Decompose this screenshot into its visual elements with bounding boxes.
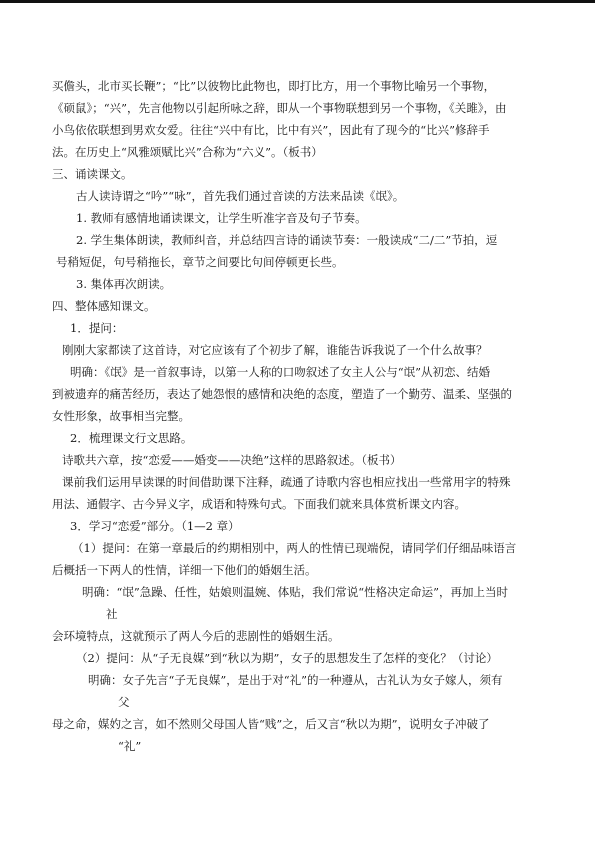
list-item: 2．梳理课文行文思路。 bbox=[70, 431, 193, 445]
text-line: 号稍短促，句号稍拖长，章节之间要比句间停顿更长些。 bbox=[56, 255, 344, 269]
text-line: 用法、通假字、古今异义字，成语和特殊句式。下面我们就来具体赏析课文内容。 bbox=[52, 497, 466, 511]
text-line: （1）提问：在第一章最后的约期相別中，两人的性情已现端倪，请同学们仔细品味语言 bbox=[72, 541, 517, 555]
page-top-border bbox=[0, 0, 595, 3]
text-line: 《硕鼠》；“兴”，先言他物以引起所咏之辞，即从一个事物联想到另一个事物，《关雎》，由 bbox=[52, 101, 507, 115]
text-line: 课前我们运用早读课的时间借助课下注释，疏通了诗歌内容也相应找出一些常用字的特殊 bbox=[62, 475, 511, 489]
text-line: （2）提问：从“子无良媒”到“秋以为期”，女子的思想发生了怎样的变化？（讨论） bbox=[76, 651, 498, 665]
section-heading: 四、整体感知课文。 bbox=[52, 299, 156, 313]
text-line: 到被遗弃的痛苦经历，表达了她怨恨的感情和决绝的态度，塑造了一个勤劳、温柔、坚强的 bbox=[52, 387, 512, 401]
list-item: 2. 学生集体朗读，教师纠音，并总结四言诗的诵读节奏：一般读成“二/二”节拍，逗 bbox=[76, 233, 498, 247]
text-line: 后概括一下两人的性情，详细一下他们的婚姻生活。 bbox=[52, 563, 317, 577]
text-line: 父 bbox=[118, 695, 130, 709]
text-line: 明确：“氓”急躁、任性，姑娘则温婉、体贴，我们常说“性格决定命运”，再加上当时 bbox=[82, 585, 509, 599]
list-item: 1. 教师有感情地诵读课文，让学生听准字音及句子节奏。 bbox=[76, 211, 367, 225]
text-line: 买儋头，北市买长鞭”；“比”以彼物比此物也，即打比方，用一个事物比喻另一个事物， bbox=[52, 79, 496, 93]
list-item: 3．学习“恋爱”部分。（1—2 章） bbox=[70, 519, 240, 533]
text-line: 女性形象，故事相当完整。 bbox=[52, 409, 190, 423]
section-heading: 三、诵读课文。 bbox=[52, 167, 133, 181]
text-line: “礼” bbox=[118, 739, 142, 753]
text-line: 明确：《氓》是一首叙事诗，以第一人称的口吻叙述了女主人公与“氓”从初恋、结婚 bbox=[70, 365, 491, 379]
text-line: 社 bbox=[106, 607, 118, 621]
text-line: 法。在历史上“风雅颂赋比兴”合称为“六义”。（板书） bbox=[52, 145, 323, 159]
text-line: 古人读诗谓之“吟”“咏”，首先我们通过音读的方法来品读《氓》。 bbox=[76, 189, 405, 203]
text-line: 明确：女子先言“子无良媒”，是出于对“礼”的一种遵从，古礼认为女子嫁人，须有 bbox=[88, 673, 503, 687]
text-line: 小鸟依依联想到男欢女爱。往往“兴中有比，比中有兴”，因此有了现今的“比兴”修辞手 bbox=[52, 123, 490, 137]
text-line: 刚刚大家都读了这首诗，对它应该有了个初步了解，谁能告诉我说了一个什么故事？ bbox=[62, 343, 488, 357]
text-line: 母之命，媒妁之言，如不然则父母国人皆“贱”之，后又言“秋以为期”，说明女子冲破了 bbox=[52, 717, 490, 731]
list-item: 3. 集体再次朗读。 bbox=[76, 277, 172, 291]
text-line: 诗歌共六章，按“恋爱——婚变——决绝”这样的思路叙述。（板书） bbox=[62, 453, 402, 467]
text-line: 会环境特点，这就预示了两人今后的悲剧性的婚姻生活。 bbox=[52, 629, 340, 643]
list-item: 1．提问： bbox=[70, 321, 124, 335]
